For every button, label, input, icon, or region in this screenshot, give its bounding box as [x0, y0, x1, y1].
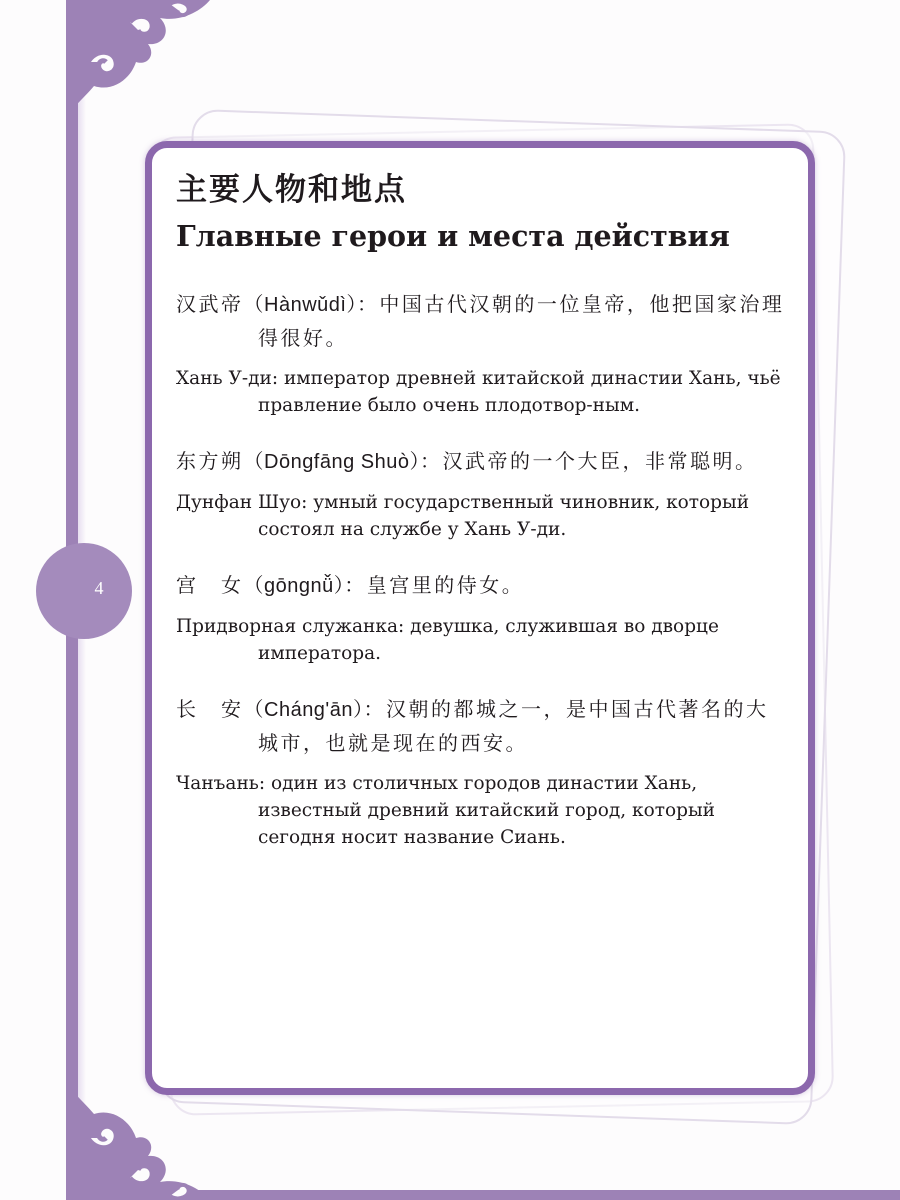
entry-pinyin: （gōngnǚ） — [243, 575, 345, 597]
entry-pinyin: （Cháng'ān） — [243, 699, 364, 721]
title-russian: Главные герои и места действия — [176, 219, 730, 253]
entry-name: 长 安 — [176, 697, 244, 721]
entry-chinese — [176, 445, 786, 479]
entry-name: 东方朔 — [176, 449, 244, 473]
entry-chinese — [176, 288, 786, 355]
cloud-ornament-top-icon — [60, 0, 210, 140]
entry-pinyin: （Hànwǔdì） — [243, 294, 357, 316]
entry-chinese — [176, 569, 786, 603]
character-entry — [176, 569, 786, 667]
character-entry — [176, 288, 786, 419]
entry-chinese-desc: ：中国古代汉朝的一位皇帝，他把国家治理得很好。 — [258, 292, 785, 350]
entry-name: 宫 女 — [176, 573, 244, 597]
card-content — [176, 168, 786, 851]
entry-chinese-desc: ：汉朝的都城之一，是中国古代著名的大城市，也就是现在的西安。 — [258, 697, 769, 755]
entry-russian: Хань У-ди: император древней китайской династии Хань, чьё правление было очень плодотвор-ным. — [176, 368, 781, 416]
place-entry — [176, 693, 786, 851]
entry-chinese — [176, 693, 786, 760]
entry-russian: Придворная служанка: девушка, служившая во дворце императора. — [176, 616, 719, 664]
entry-russian: Чанъань: один из столичных городов династии Хань, известный древний китайский город, который сегодня носит название Сиань. — [176, 773, 715, 848]
page-number: 4 — [94, 578, 104, 598]
entry-russian: Дунфан Шуо: умный государственный чиновник, который состоял на службе у Хань У-ди. — [176, 492, 750, 540]
entry-chinese-desc: ：汉武帝的一个大臣，非常聪明。 — [420, 449, 758, 473]
entry-chinese-desc: ：皇宫里的侍女。 — [344, 573, 525, 597]
entry-pinyin: （Dōngfāng Shuò） — [243, 451, 421, 473]
entry-name: 汉武帝 — [176, 292, 244, 316]
character-entry — [176, 445, 786, 543]
title-chinese: 主要人物和地点 — [176, 172, 407, 208]
